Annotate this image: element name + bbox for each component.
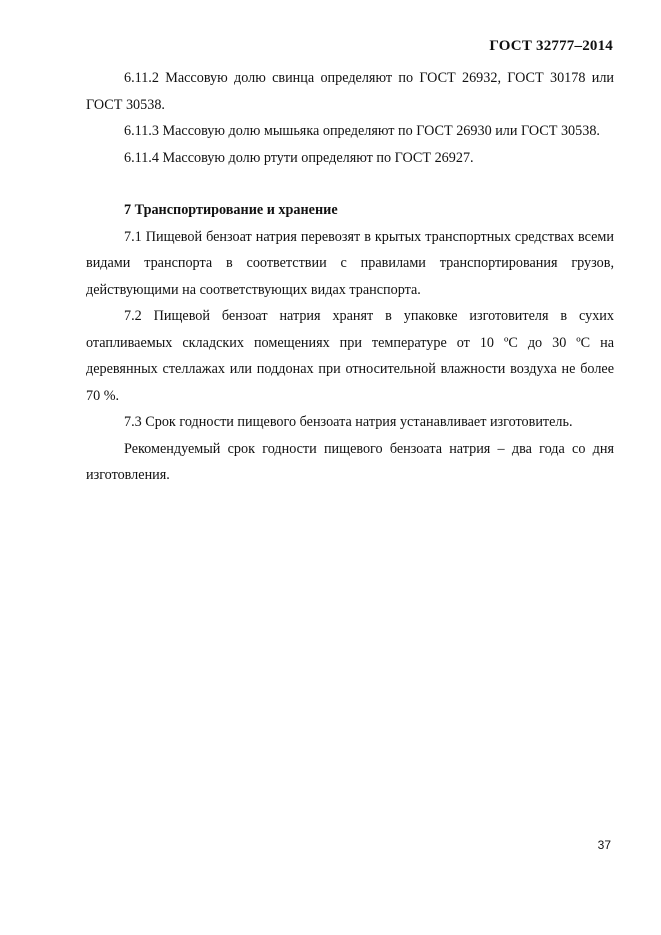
- paragraph-7-1: 7.1 Пищевой бензоат натрия перевозят в крытых транспортных средствах всеми видами транспорта в соответствии с правилами транспортирования грузов, действующими на соответствующих видах транспорта.: [86, 228, 614, 298]
- section-spacer: [86, 171, 614, 197]
- page-content: [86, 65, 614, 489]
- paragraph-recommended-shelf-life: Рекомендуемый срок годности пищевого бензоата натрия – два года со дня изготовления.: [86, 440, 614, 483]
- page-number: 37: [597, 838, 611, 852]
- section-7-heading: 7 Транспортирование и хранение: [124, 202, 338, 218]
- paragraph-6-11-3: 6.11.3 Массовую долю мышьяка определяют по ГОСТ 26930 или ГОСТ 30538.: [124, 123, 600, 139]
- paragraph-6-11-2: 6.11.2 Массовую долю свинца определяют по ГОСТ 26932, ГОСТ 30178 или ГОСТ 30538.: [86, 70, 614, 113]
- paragraph-6-11-4: 6.11.4 Массовую долю ртути определяют по ГОСТ 26927.: [124, 149, 474, 166]
- paragraph-7-3: 7.3 Срок годности пищевого бензоата натрия устанавливает изготовитель.: [124, 414, 573, 430]
- document-code-header: ГОСТ 32777–2014: [489, 38, 613, 54]
- paragraph-7-2: 7.2 Пищевой бензоат натрия хранят в упаковке изготовителя в сухих отапливаемых складских помещениях при температуре от 10 ºС до 30 ºС на деревянных стеллажах или поддонах при относительной влажности воздуха не более 70 %.: [86, 308, 614, 404]
